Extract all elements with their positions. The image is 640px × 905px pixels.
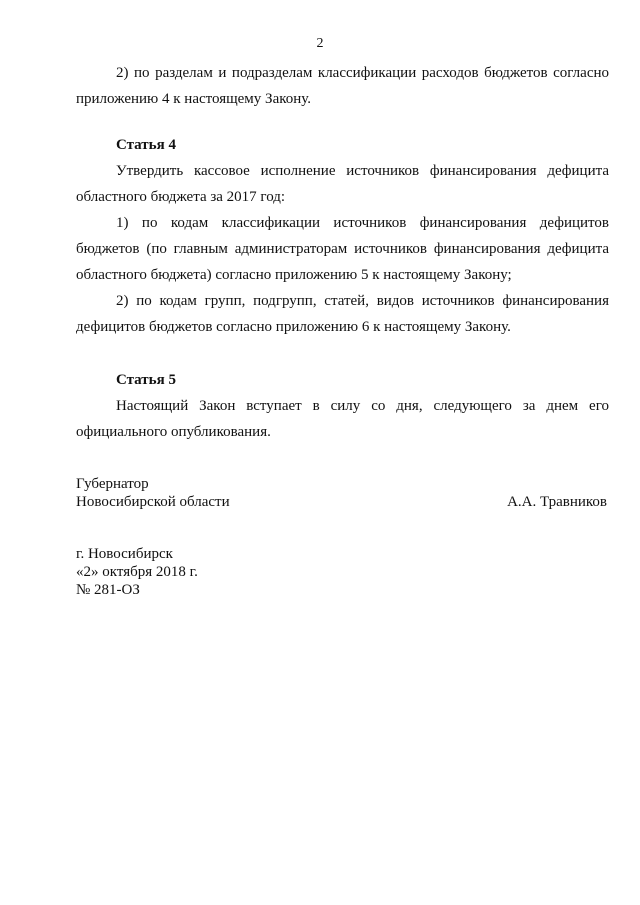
article-4-item-2-paragraph: 2) по кодам групп, подгрупп, статей, видов источников финансирования дефицитов бюджетов согласно приложению 6 к настоящему Закону. bbox=[76, 293, 609, 335]
page-number: 2 bbox=[316, 36, 324, 51]
article-4 bbox=[76, 135, 609, 340]
signature-title-line1: Губернатор bbox=[76, 476, 149, 492]
signature-title-line2: Новосибирской области bbox=[76, 494, 230, 510]
footer-date: «2» октября 2018 г. bbox=[76, 564, 198, 580]
article-4-heading: Статья 4 bbox=[116, 137, 176, 153]
signature-name: А.А. Травников bbox=[507, 494, 607, 510]
article-5-heading: Статья 5 bbox=[116, 372, 176, 388]
footer-city: г. Новосибирск bbox=[76, 546, 173, 562]
article-4-item-1-paragraph: 1) по кодам классификации источников финансирования дефицитов бюджетов (по главным администраторам источников финансирования дефицита областного бюджета) согласно приложению 5 к настоящему Закону; bbox=[76, 215, 609, 283]
paragraph-item-2-classification: 2) по разделам и подразделам классификации расходов бюджетов согласно приложению 4 к настоящему Закону. bbox=[76, 65, 609, 107]
article-5 bbox=[76, 370, 609, 445]
article-5-paragraph: Настоящий Закон вступает в силу со дня, следующего за днем его официального опубликования. bbox=[76, 398, 609, 440]
footer-law-number: № 281-ОЗ bbox=[76, 582, 140, 598]
top-paragraph-block bbox=[76, 60, 609, 112]
article-4-intro-paragraph: Утвердить кассовое исполнение источников финансирования дефицита областного бюджета за 2017 год: bbox=[76, 163, 609, 205]
